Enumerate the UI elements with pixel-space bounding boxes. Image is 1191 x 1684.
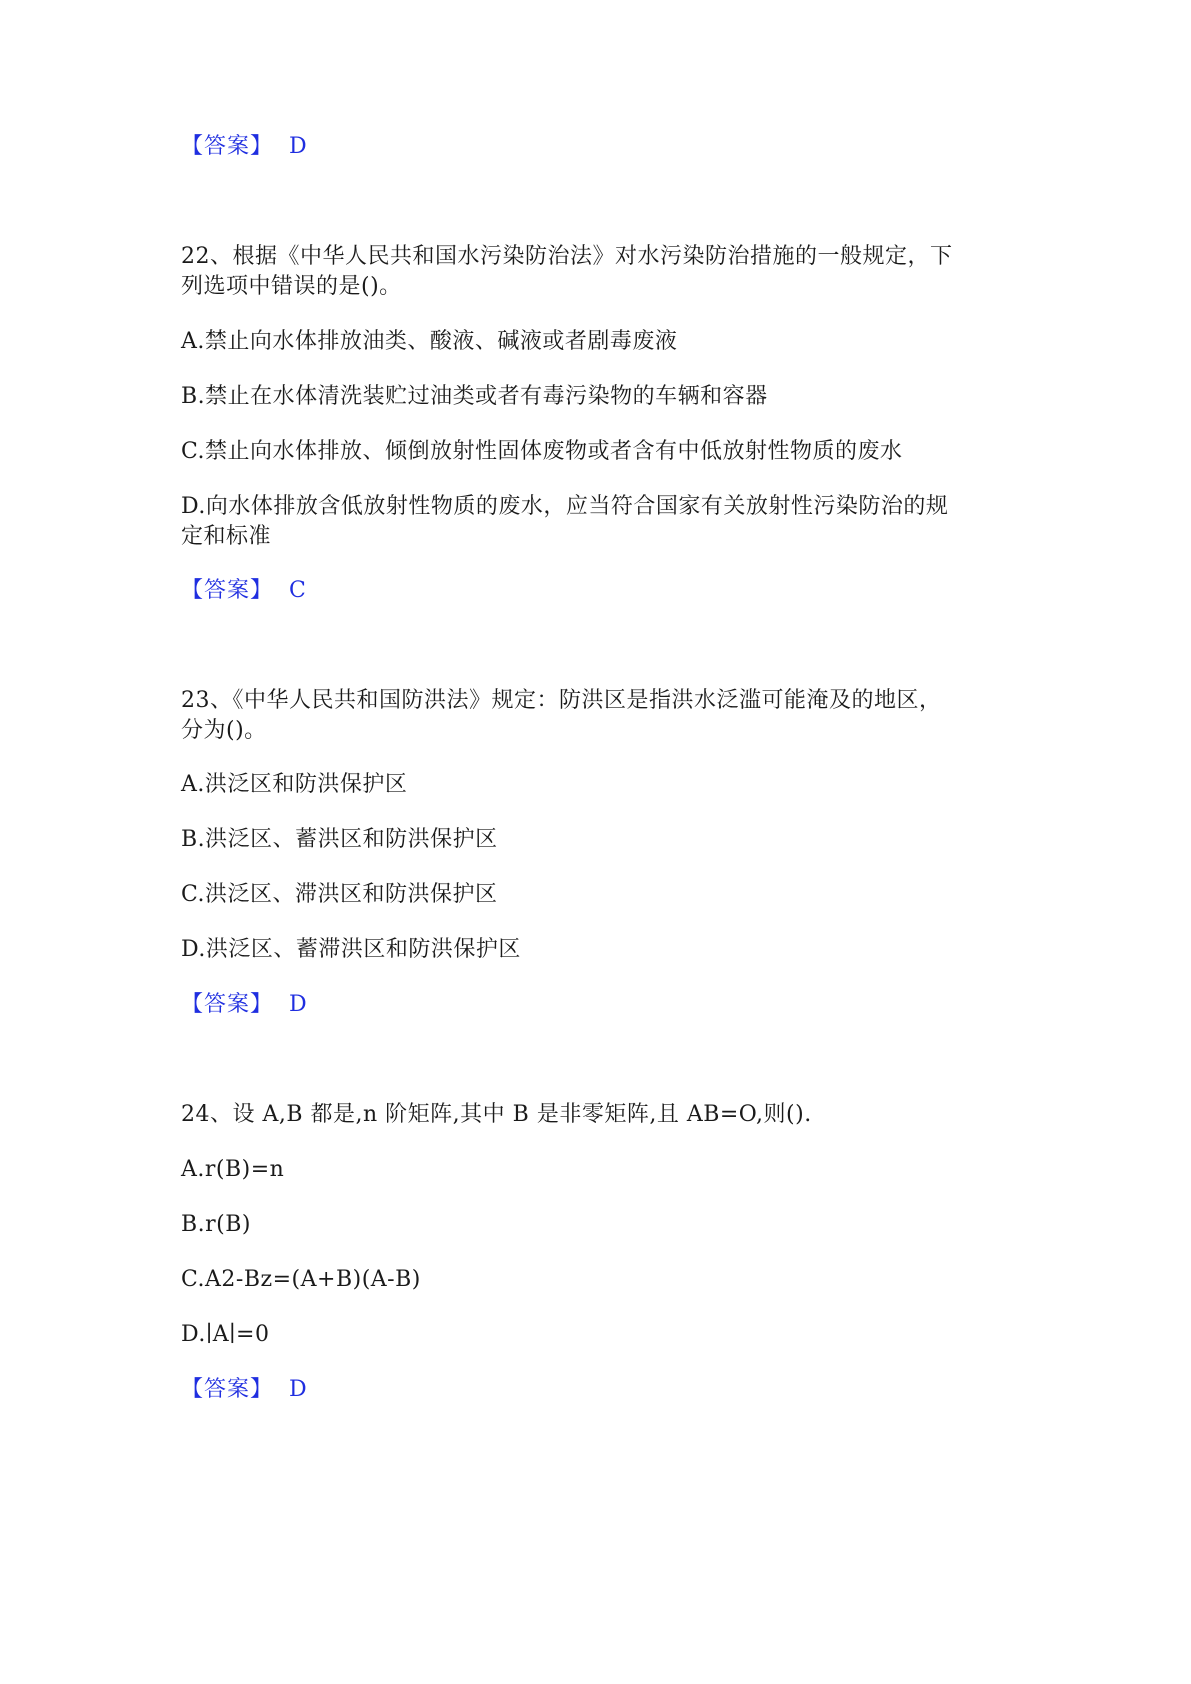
option-d-continued: 定和标准 [181, 524, 272, 549]
question-stem: 24、设 A,B 都是,n 阶矩阵,其中 B 是非零矩阵,且 AB=O,则(). [181, 1102, 812, 1127]
answer-line [181, 576, 306, 606]
option-d: D.∣A∣=0 [181, 1322, 270, 1347]
question-stem: 22、根据《中华人民共和国水污染防治法》对水污染防治措施的一般规定，下 [181, 244, 953, 269]
answer-value: D [289, 1377, 308, 1402]
option-b: B.洪泛区、蓄洪区和防洪保护区 [181, 827, 498, 852]
answer-line [181, 990, 307, 1020]
answer-label: 【答案】 [181, 134, 274, 159]
answer-line [181, 132, 307, 162]
answer-value: C [289, 578, 307, 603]
question-stem: 23、《中华人民共和国防洪法》规定：防洪区是指洪水泛滥可能淹及的地区， [181, 688, 942, 713]
option-a: A.禁止向水体排放油类、酸液、碱液或者剧毒废液 [181, 329, 678, 354]
option-c: C.洪泛区、滞洪区和防洪保护区 [181, 882, 498, 907]
option-d: D.向水体排放含低放射性物质的废水，应当符合国家有关放射性污染防治的规 [181, 494, 949, 519]
answer-label: 【答案】 [181, 1377, 274, 1402]
option-a: A.洪泛区和防洪保护区 [181, 772, 408, 797]
option-b: B.禁止在水体清洗装贮过油类或者有毒污染物的车辆和容器 [181, 384, 768, 409]
question-stem-continued: 分为()。 [181, 718, 267, 743]
option-d: D.洪泛区、蓄滞洪区和防洪保护区 [181, 937, 521, 962]
answer-value: D [289, 992, 308, 1017]
option-c: C.禁止向水体排放、倾倒放射性固体废物或者含有中低放射性物质的废水 [181, 439, 903, 464]
option-b: B.r(B) [181, 1212, 252, 1237]
answer-label: 【答案】 [181, 992, 274, 1017]
answer-line [181, 1375, 307, 1405]
option-a: A.r(B)=n [181, 1157, 285, 1182]
question-stem-continued: 列选项中错误的是()。 [181, 274, 402, 299]
answer-label: 【答案】 [181, 578, 274, 603]
answer-value: D [289, 134, 308, 159]
option-c: C.A2-Bz=(A+B)(A-B) [181, 1267, 421, 1292]
